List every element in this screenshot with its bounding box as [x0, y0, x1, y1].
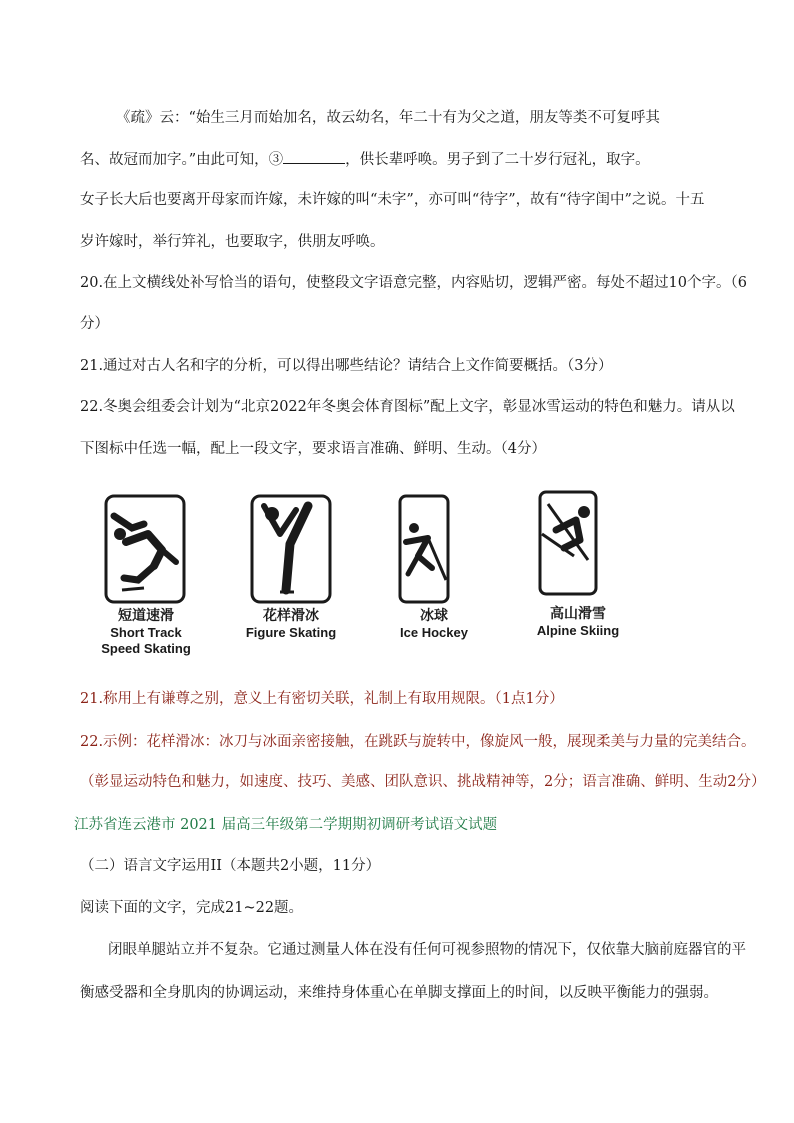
source-citation: 江苏省连云港市 2021 届高三年级第二学期期初调研考试语文试题 — [74, 817, 498, 833]
figure-skating-icon — [250, 494, 332, 604]
figure-skating-label-en: Figure Skating — [245, 625, 337, 640]
ice-hockey-icon — [398, 494, 450, 604]
question-22-line-1: 22.冬奥会组委会计划为“北京2022年冬奥会体育图标”配上文字，彰显冰雪运动的特色和魅力。请从以 — [80, 399, 735, 415]
alpine-skiing-icon — [538, 490, 598, 596]
reading-paragraph-line-2: 衡感受器和全身肌肉的协调运动，来维持身体重心在单脚支撑面上的时间，以反映平衡能力的强弱。 — [80, 985, 718, 1001]
short-track-caption — [86, 608, 206, 657]
ice-hockey-caption — [374, 608, 494, 641]
passage-line-2-start: 名、故冠而加字。”由此可知，③ — [80, 152, 284, 168]
passage-line-1: 《疏》云：“始生三月而始加名，故云幼名，年二十有为父之道，朋友等类不可复呼其 — [116, 110, 660, 126]
alpine-skiing-label-zh: 高山滑雪 — [550, 606, 606, 622]
short-track-label-en-1: Short Track — [110, 625, 182, 640]
short-track-label-zh: 短道速滑 — [118, 608, 174, 624]
section-heading: （二）语言文字运用II（本题共2小题，11分） — [80, 858, 381, 874]
ice-hockey-label-en: Ice Hockey — [400, 625, 468, 640]
question-22-line-2: 下图标中任选一幅，配上一段文字，要求语言准确、鲜明、生动。（4分） — [80, 441, 546, 457]
passage-line-3: 女子长大后也要离开母家而许嫁，未许嫁的叫“未字”，亦可叫“待字”，故有“待字闺中”之说。十五 — [80, 192, 705, 208]
question-20-line-2: 分） — [80, 316, 109, 332]
short-track-label-en-2: Speed Skating — [101, 641, 191, 656]
short-track-icon — [104, 494, 186, 604]
ice-hockey-label-zh: 冰球 — [420, 608, 448, 624]
passage-line-4: 岁许嫁时，举行笄礼，也要取字，供朋友呼唤。 — [80, 234, 385, 250]
reading-paragraph-line-1: 闭眼单腿站立并不复杂。它通过测量人体在没有任何可视参照物的情况下，仅依靠大脑前庭器官的平 — [108, 942, 746, 958]
question-20-line-1: 20.在上文横线处补写恰当的语句，使整段文字语意完整，内容贴切，逻辑严密。每处不超过10个字。（6 — [80, 275, 747, 291]
answer-22-line-1: 22.示例：花样滑冰：冰刀与冰面亲密接触，在跳跃与旋转中，像旋风一般，展现柔美与力量的完美结合。 — [80, 734, 756, 750]
answer-blank-3 — [283, 149, 345, 164]
alpine-skiing-label-en: Alpine Skiing — [536, 623, 620, 638]
passage-line-2-end: ，供长辈呼唤。男子到了二十岁行冠礼，取字。 — [345, 152, 650, 168]
question-21: 21.通过对古人名和字的分析，可以得出哪些结论？请结合上文作简要概括。（3分） — [80, 358, 613, 374]
passage-line-2 — [80, 149, 650, 170]
alpine-skiing-caption — [518, 606, 638, 639]
figure-skating-label-zh: 花样滑冰 — [263, 608, 319, 624]
answer-22-line-2: （彰显运动特色和魅力，如速度、技巧、美感、团队意识、挑战精神等，2分；语言准确、鲜明、生动2分） — [80, 774, 766, 790]
answer-21: 21.称用上有谦尊之别，意义上有密切关联，礼制上有取用规限。（1点1分） — [80, 691, 564, 707]
section-instruction: 阅读下面的文字，完成21~22题。 — [80, 900, 304, 916]
figure-skating-caption — [231, 608, 351, 641]
